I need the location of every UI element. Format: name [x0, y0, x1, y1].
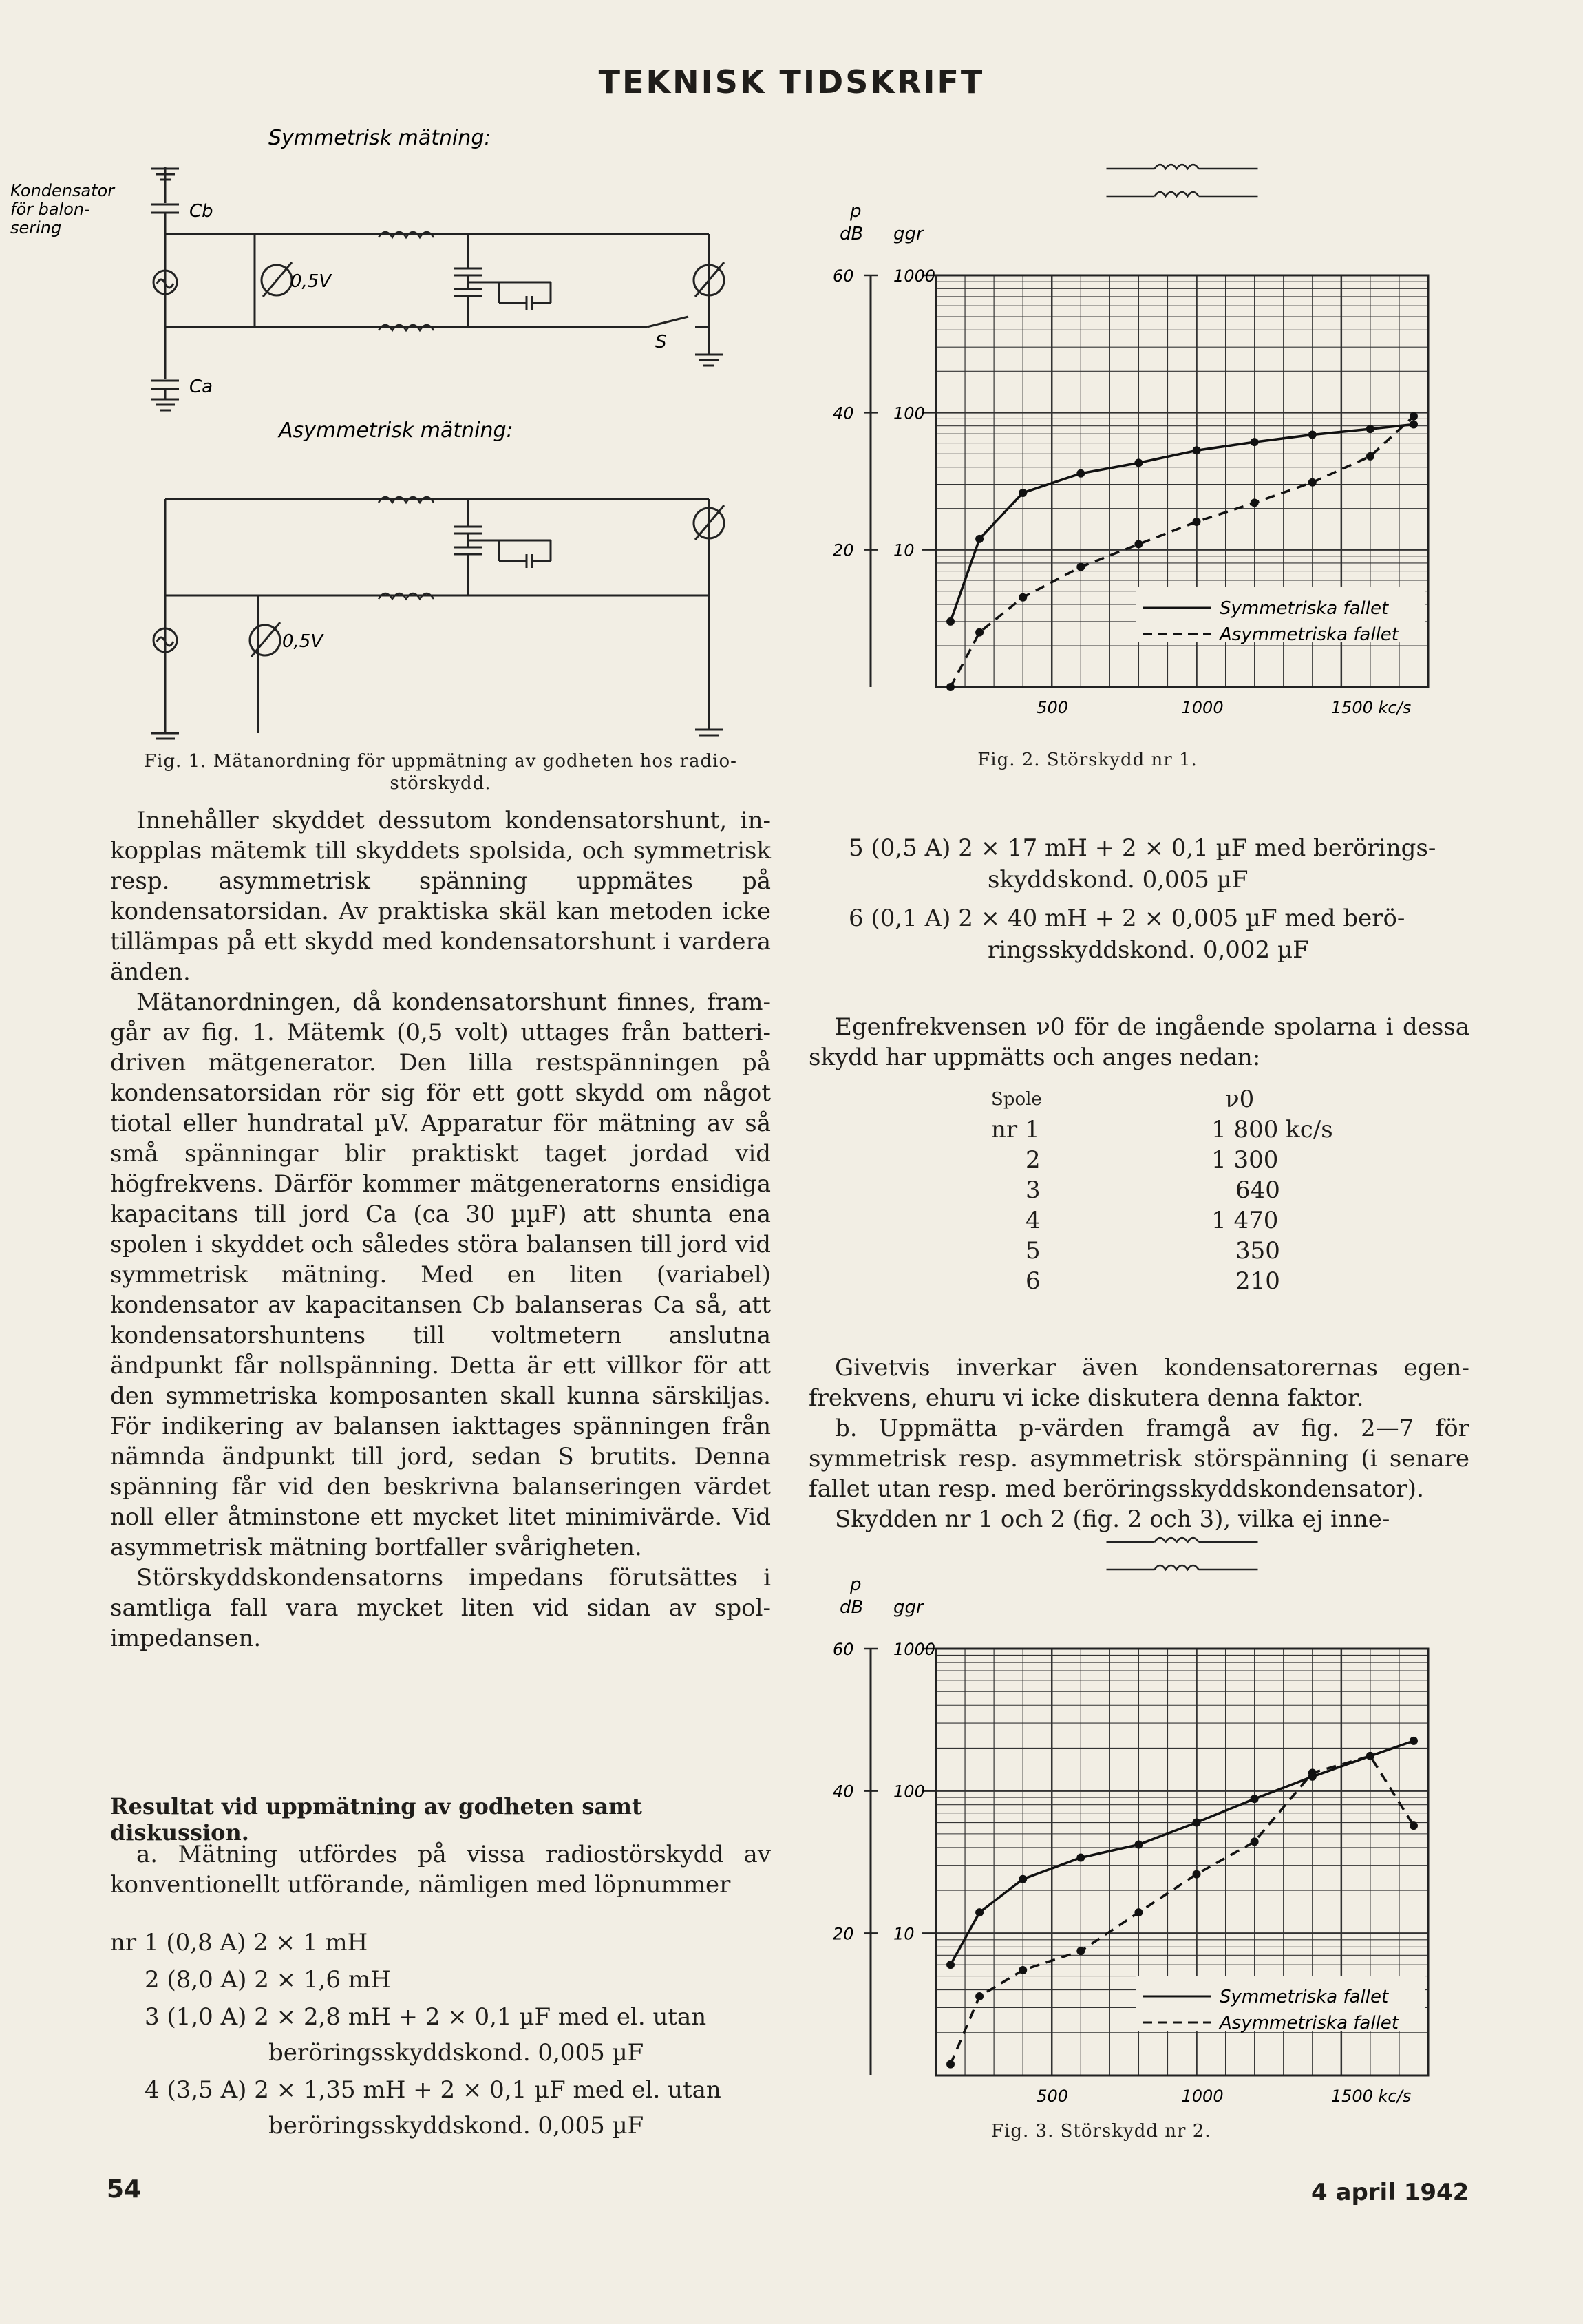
data-point	[1193, 446, 1201, 454]
issue-date: 4 april 1942	[1311, 2179, 1469, 2206]
series-line	[950, 416, 1414, 687]
data-point	[975, 628, 984, 637]
left-column	[110, 805, 771, 1654]
data-point	[946, 2060, 955, 2069]
label-kond-1: Kondensator	[10, 181, 115, 200]
data-point	[946, 1961, 955, 1969]
left-list	[110, 1927, 771, 2148]
table-cell: 3	[1026, 1176, 1041, 1204]
y-tick-db: 40	[833, 403, 854, 423]
data-point	[1410, 1821, 1418, 1830]
label-s: S	[655, 332, 667, 352]
x-tick-label: 500	[1037, 2087, 1069, 2106]
journal-title: TEKNISK TIDSKRIFT	[598, 63, 985, 101]
label-asymmetric: Asymmetrisk mätning:	[279, 419, 513, 443]
data-point	[1134, 1908, 1143, 1916]
right-paragraph-egen	[809, 1012, 1469, 1073]
label-volt-2: 0,5V	[282, 631, 323, 652]
legend-label: Asymmetriska fallet	[1220, 624, 1399, 645]
table-row	[991, 1266, 1333, 1296]
skydden-text: Skydden nr 1 och 2 (fig. 2 och 3), vilka ej inne-	[835, 1506, 1390, 1533]
series-line	[950, 1741, 1414, 1965]
data-point	[1076, 563, 1085, 571]
data-point	[1193, 1870, 1201, 1879]
data-point	[1308, 1768, 1317, 1777]
data-point	[1076, 469, 1085, 478]
figure-3-caption: Fig. 3. Störskydd nr 2.	[991, 2121, 1211, 2142]
list-item-cont: beröringsskyddskond. 0,005 µF	[268, 2112, 644, 2140]
x-tick-label: 1500 kc/s	[1330, 698, 1412, 717]
data-point	[1193, 1819, 1201, 1827]
coil-symbol	[1107, 1538, 1258, 1570]
table-cell: 6	[1026, 1267, 1041, 1295]
data-point	[946, 683, 955, 691]
table-row	[991, 1175, 1333, 1205]
data-point	[1251, 498, 1259, 507]
right-list	[809, 833, 1469, 966]
legend-label: Symmetriska fallet	[1220, 598, 1389, 619]
data-point	[1410, 421, 1418, 429]
y-tick-db: 60	[833, 266, 854, 286]
list-item: 6 (0,1 A) 2 × 40 mH + 2 × 0,005 µF med berö-	[849, 905, 1405, 932]
label-kond-2: för balon-	[10, 200, 90, 219]
label-p: p	[850, 201, 862, 222]
y-tick-db: 60	[833, 1640, 854, 1659]
list-item: 2 (8,0 A) 2 × 1,6 mH	[145, 1966, 391, 1994]
label-symmetric: Symmetrisk mätning:	[268, 126, 491, 150]
data-point	[975, 535, 984, 543]
data-point	[1251, 1837, 1259, 1846]
data-point	[975, 1908, 984, 1916]
list-item: 3 (1,0 A) 2 × 2,8 mH + 2 × 0,1 µF med el. utan	[145, 2003, 707, 2031]
list-item-cont: beröringsskyddskond. 0,005 µF	[268, 2039, 644, 2067]
data-point	[975, 1992, 984, 2000]
data-point	[1019, 1966, 1027, 1974]
table-row	[991, 1236, 1333, 1266]
figure-1-caption-line1: Fig. 1. Mätanordning för uppmätning av godheten hos radio-	[144, 751, 737, 772]
list-item: 4 (3,5 A) 2 × 1,35 mH + 2 × 0,1 µF med el. utan	[145, 2076, 721, 2104]
y-tick-ggr: 1000	[893, 266, 936, 286]
list-item-cont: skyddskond. 0,005 µF	[988, 866, 1249, 894]
data-point	[1076, 1947, 1085, 1955]
data-point	[1134, 1841, 1143, 1849]
y-tick-ggr: 10	[893, 540, 915, 560]
figure-1-circuit	[10, 120, 757, 740]
figure-1-caption	[103, 750, 778, 794]
page-number: 54	[107, 2175, 142, 2204]
y-tick-ggr: 10	[893, 1924, 915, 1944]
section-heading: Resultat vid uppmätning av godheten samt diskussion.	[110, 1793, 642, 1846]
label-ggr: ggr	[893, 224, 924, 244]
data-point	[1019, 489, 1027, 497]
label-db: dB	[840, 1597, 864, 1618]
table-row	[991, 1115, 1333, 1145]
label-cb: Cb	[189, 201, 213, 222]
figure-3-chart	[805, 1532, 1466, 2106]
list-item: 5 (0,5 A) 2 × 17 mH + 2 × 0,1 µF med berörings-	[849, 834, 1436, 862]
y-tick-db: 20	[833, 540, 854, 560]
table-cell: 1 300	[1211, 1146, 1279, 1174]
legend-label: Symmetriska fallet	[1220, 1987, 1389, 2007]
table-cell: 1 800 kc/s	[1211, 1116, 1333, 1143]
left-paragraph-1: Innehåller skyddet dessutom kondensatorshunt, inkopplas mätemk till skyddets spolsida, och symmetrisk resp. asymmetrisk spänning uppmätes på kondensatorsidan. Av praktiska skäl kan metoden icke tillämpas på ett skydd med kondensatorshunt i vardera änden.	[110, 807, 771, 986]
list-item: nr 1 (0,8 A) 2 × 1 mH	[110, 1929, 368, 1956]
data-point	[1410, 412, 1418, 421]
table-cell: 1 470	[1211, 1207, 1279, 1234]
y-tick-db: 40	[833, 1782, 854, 1802]
x-tick-label: 1000	[1181, 2087, 1224, 2106]
table-row	[991, 1205, 1333, 1236]
y-tick-ggr: 1000	[893, 1640, 936, 1659]
label-ca: Ca	[189, 377, 213, 397]
list-item-cont: ringsskyddskond. 0,002 µF	[988, 936, 1309, 964]
label-volt-1: 0,5V	[290, 271, 332, 292]
data-point	[1076, 1853, 1085, 1861]
data-point	[1308, 478, 1317, 487]
x-tick-label: 1000	[1181, 698, 1224, 717]
coil-symbol	[1107, 165, 1258, 196]
data-point	[946, 617, 955, 626]
table-cell: 640	[1235, 1176, 1280, 1204]
table-cell: nr 1	[991, 1116, 1040, 1143]
table-row	[991, 1145, 1333, 1175]
data-point	[1366, 452, 1374, 461]
data-point	[1134, 458, 1143, 467]
y-tick-ggr: 100	[893, 403, 925, 423]
col-header-spole: Spole	[991, 1089, 1042, 1110]
figure-1-caption-line2: störskydd.	[390, 773, 491, 794]
col-header-nu: ν0	[1225, 1086, 1255, 1113]
paragraph-a-text: a. Mätning utfördes på vissa radiostörskydd av konventionellt utförande, nämligen med löpnummer	[110, 1841, 771, 1899]
table-cell: 4	[1026, 1207, 1041, 1234]
data-point	[1134, 540, 1143, 548]
egen-text: Egenfrekvensen ν0 för de ingående spolarna i dessa skydd har uppmätts och anges nedan:	[809, 1013, 1469, 1071]
x-tick-label: 1500 kc/s	[1330, 2087, 1412, 2106]
table-cell: 5	[1026, 1237, 1041, 1265]
data-point	[1366, 1752, 1374, 1760]
label-db: dB	[840, 224, 864, 244]
left-paragraph-2: Mätanordningen, då kondensatorshunt finnes, framgår av fig. 1. Mätemk (0,5 volt) uttages från batteridriven mätgenerator. Den lilla restspänningen på kondensatorsidan rör sig för ett gott skydd om något tiotal eller hundratal µV. Apparatur för mätning av så små spänningar blir praktiskt taget jordad vid högfrekvens. Därför kommer mätgeneratorns ensidiga kapacitans till jord Ca (ca 30 µµF) att shunta ena spolen i skyddet och således störa balansen till jord vid symmetrisk mätning. Med en liten (variabel) kondensator av kapacitansen Cb balanseras Ca så, att kondensatorshuntens till voltmetern anslutna ändpunkt får nollspänning. Detta är ett villkor för att den symmetriska komposanten skall kunna särskiljas. För indikering av balansen iakttages spänningen från nämnda ändpunkt till jord, sedan S brutits. Denna spänning får vid den beskrivna balanseringen värdet noll eller åtminstone ett mycket litet minimivärde. Vid asymmetrisk mätning bortfaller svårigheten.	[110, 989, 771, 1561]
label-ggr: ggr	[893, 1597, 924, 1618]
figure-2-chart	[805, 186, 1466, 716]
data-point	[1308, 430, 1317, 439]
label-p: p	[850, 1574, 862, 1595]
data-point	[1366, 425, 1374, 433]
givetvis-text: Givetvis inverkar även kondensatorernas egenfrekvens, ehuru vi icke diskutera denna faktor.	[809, 1354, 1469, 1412]
figure-2-caption: Fig. 2. Störskydd nr 1.	[977, 750, 1198, 770]
table-cell: 350	[1235, 1237, 1280, 1265]
label-kond-3: sering	[10, 218, 62, 237]
table-cell: 2	[1026, 1146, 1041, 1174]
legend-label: Asymmetriska fallet	[1220, 2013, 1399, 2034]
data-point	[1410, 1737, 1418, 1745]
data-point	[1251, 438, 1259, 446]
data-point	[1019, 593, 1027, 602]
paragraph-b-text: b. Uppmätta p-värden framgå av fig. 2—7 för symmetrisk resp. asymmetrisk störspänning (i senare fallet utan resp. med beröringsskyddskondensator).	[809, 1415, 1469, 1503]
left-paragraph-a	[110, 1839, 771, 1900]
table-cell: 210	[1235, 1267, 1280, 1295]
right-paragraphs	[809, 1353, 1469, 1534]
data-point	[1193, 518, 1201, 526]
x-tick-label: 500	[1037, 698, 1069, 717]
data-point	[1251, 1795, 1259, 1803]
y-tick-db: 20	[833, 1924, 854, 1944]
left-paragraph-3: Störskyddskondensatorns impedans förutsättes i samtliga fall vara mycket liten vid sidan av spolimpedansen.	[110, 1564, 771, 1652]
data-point	[1019, 1875, 1027, 1883]
y-tick-ggr: 100	[893, 1782, 925, 1802]
egenfrekvens-table	[991, 1084, 1333, 1296]
